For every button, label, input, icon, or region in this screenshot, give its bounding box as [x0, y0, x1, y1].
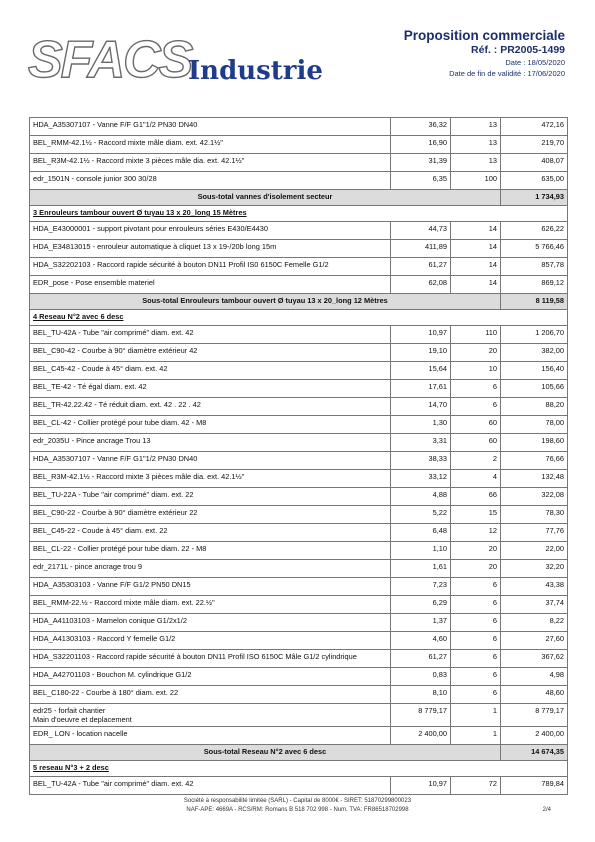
table-row	[30, 650, 568, 668]
item-total: 156,40	[501, 362, 568, 380]
item-unit-price: 38,33	[391, 452, 451, 470]
item-unit-price: 17,61	[391, 380, 451, 398]
item-quantity: 1	[451, 704, 501, 727]
item-quantity: 6	[451, 686, 501, 704]
item-quantity: 14	[451, 276, 501, 294]
subtotal-amount: 1 734,93	[501, 190, 568, 206]
table-row	[30, 398, 568, 416]
item-description: EDR_ LON - location nacelle	[30, 727, 391, 745]
item-quantity: 20	[451, 542, 501, 560]
item-unit-price: 62,08	[391, 276, 451, 294]
item-unit-price: 3,31	[391, 434, 451, 452]
item-unit-price: 5,22	[391, 506, 451, 524]
item-unit-price: 44,73	[391, 222, 451, 240]
item-unit-price: 16,90	[391, 136, 451, 154]
item-quantity: 4	[451, 470, 501, 488]
logo-sfacs-text: SFACS	[28, 31, 192, 89]
item-quantity: 14	[451, 258, 501, 276]
item-unit-price: 19,10	[391, 344, 451, 362]
item-total: 105,66	[501, 380, 568, 398]
item-description: HDA_A35303103 - Vanne F/F G1/2 PN50 DN15	[30, 578, 391, 596]
item-unit-price: 1,61	[391, 560, 451, 578]
item-unit-price: 10,97	[391, 777, 451, 795]
item-total: 5 766,46	[501, 240, 568, 258]
table-row	[30, 470, 568, 488]
table-row	[30, 506, 568, 524]
item-quantity: 110	[451, 326, 501, 344]
section-heading-row	[30, 206, 568, 222]
item-total: 408,07	[501, 154, 568, 172]
item-total: 367,62	[501, 650, 568, 668]
item-description: BEL_R3M-42.1½ - Raccord mixte 3 pièces mâle dia. ext. 42.1½"	[30, 470, 391, 488]
item-unit-price: 15,64	[391, 362, 451, 380]
item-unit-price: 61,27	[391, 650, 451, 668]
item-quantity: 2	[451, 452, 501, 470]
item-total: 198,60	[501, 434, 568, 452]
item-description: BEL_C180-22 - Courbe à 180° diam. ext. 22	[30, 686, 391, 704]
item-description: BEL_TE-42 - Té égal diam. ext. 42	[30, 380, 391, 398]
table-row	[30, 614, 568, 632]
subtotal-row	[30, 190, 568, 206]
item-total: 43,38	[501, 578, 568, 596]
item-total: 1 206,70	[501, 326, 568, 344]
table-row	[30, 668, 568, 686]
items-table-body	[30, 118, 568, 795]
document-date: Date : 18/05/2020	[505, 58, 565, 67]
table-row	[30, 777, 568, 795]
item-quantity: 6	[451, 596, 501, 614]
table-row	[30, 136, 568, 154]
item-total: 48,60	[501, 686, 568, 704]
table-row	[30, 578, 568, 596]
table-row	[30, 524, 568, 542]
item-total: 76,66	[501, 452, 568, 470]
item-total: 635,00	[501, 172, 568, 190]
subtotal-label: Sous-total vannes d'isolement secteur	[30, 190, 501, 206]
item-total: 219,70	[501, 136, 568, 154]
item-total: 4,98	[501, 668, 568, 686]
item-unit-price: 14,70	[391, 398, 451, 416]
item-description: BEL_C90-22 - Courbe à 90° diamètre extérieur 22	[30, 506, 391, 524]
item-quantity: 6	[451, 614, 501, 632]
item-quantity: 20	[451, 344, 501, 362]
item-description: BEL_R3M-42.1½ - Raccord mixte 3 pièces mâle dia. ext. 42.1½"	[30, 154, 391, 172]
item-unit-price: 4,88	[391, 488, 451, 506]
item-description: BEL_C45-42 - Coude à 45° diam. ext. 42	[30, 362, 391, 380]
item-description: BEL_TU-42A - Tube "air comprimé" diam. ext. 42	[30, 326, 391, 344]
item-description: HDA_E34813015 - enrouleur automatique à cliquet 13 x 19-/20b long 15m	[30, 240, 391, 258]
item-unit-price: 33,12	[391, 470, 451, 488]
item-description: HDA_S32201103 - Raccord rapide sécurité à bouton DN11 Profil ISO 6150C Mâle G1/2 cylindrique	[30, 650, 391, 668]
company-logo	[28, 31, 323, 94]
page-number: 2/4	[542, 807, 551, 813]
section-heading-row	[30, 761, 568, 777]
item-total: 789,84	[501, 777, 568, 795]
logo-industrie-text: Industrie	[188, 56, 323, 86]
footer-legal-line-1: Société à responsabilité limitée (SARL) - Capital de 8000€ - SIRET: 51870299800023	[183, 798, 412, 804]
item-total: 857,78	[501, 258, 568, 276]
item-total: 32,20	[501, 560, 568, 578]
item-quantity: 6	[451, 578, 501, 596]
item-quantity: 6	[451, 398, 501, 416]
table-row	[30, 542, 568, 560]
item-unit-price: 8 779,17	[391, 704, 451, 727]
document-reference: Réf. : PR2005-1499	[471, 44, 565, 56]
item-total: 8,22	[501, 614, 568, 632]
item-unit-price: 6,35	[391, 172, 451, 190]
page-footer	[0, 797, 595, 815]
item-description: HDA_A42701103 - Bouchon M. cylindrique G1/2	[30, 668, 391, 686]
item-description: edr25 - forfait chantier Main d'oeuvre et deplacement	[30, 704, 391, 727]
item-description: HDA_E43000001 - support pivotant pour enrouleurs séries E430/E4430	[30, 222, 391, 240]
item-total: 626,22	[501, 222, 568, 240]
item-unit-price: 10,97	[391, 326, 451, 344]
item-total: 77,76	[501, 524, 568, 542]
table-row	[30, 416, 568, 434]
table-row	[30, 727, 568, 745]
item-unit-price: 61,27	[391, 258, 451, 276]
table-row	[30, 632, 568, 650]
item-unit-price: 411,89	[391, 240, 451, 258]
item-total: 22,00	[501, 542, 568, 560]
page-header	[0, 0, 595, 110]
item-quantity: 1	[451, 727, 501, 745]
item-unit-price: 8,10	[391, 686, 451, 704]
table-row	[30, 452, 568, 470]
item-total: 132,48	[501, 470, 568, 488]
item-description: BEL_CL-22 - Collier protégé pour tube diam. 22 - M8	[30, 542, 391, 560]
item-quantity: 14	[451, 222, 501, 240]
section-heading-row	[30, 310, 568, 326]
item-quantity: 72	[451, 777, 501, 795]
table-row	[30, 434, 568, 452]
subtotal-row	[30, 745, 568, 761]
item-quantity: 100	[451, 172, 501, 190]
item-total: 37,74	[501, 596, 568, 614]
item-total: 27,60	[501, 632, 568, 650]
item-total: 472,16	[501, 118, 568, 136]
item-total: 2 400,00	[501, 727, 568, 745]
item-quantity: 12	[451, 524, 501, 542]
document-info	[404, 28, 565, 78]
subtotal-amount: 14 674,35	[501, 745, 568, 761]
item-quantity: 13	[451, 118, 501, 136]
item-description: BEL_RMM-42.1½ - Raccord mixte mâle diam. ext. 42.1½"	[30, 136, 391, 154]
item-description: BEL_TU-42A - Tube "air comprimé" diam. ext. 42	[30, 777, 391, 795]
item-unit-price: 2 400,00	[391, 727, 451, 745]
item-unit-price: 6,29	[391, 596, 451, 614]
footer-legal-line-2: NAF-APE: 4669A - RCS/RM: Romans B 518 702 998 - Num. TVA: FR86518702998	[186, 807, 409, 813]
table-row	[30, 704, 568, 727]
item-quantity: 13	[451, 154, 501, 172]
item-quantity: 60	[451, 416, 501, 434]
item-unit-price: 1,37	[391, 614, 451, 632]
table-row	[30, 240, 568, 258]
item-unit-price: 7,23	[391, 578, 451, 596]
item-quantity: 6	[451, 380, 501, 398]
table-row	[30, 172, 568, 190]
item-total: 869,12	[501, 276, 568, 294]
table-row	[30, 362, 568, 380]
item-description: EDR_pose - Pose ensemble materiel	[30, 276, 391, 294]
table-row	[30, 488, 568, 506]
table-row	[30, 326, 568, 344]
item-quantity: 20	[451, 560, 501, 578]
item-total: 322,08	[501, 488, 568, 506]
document-title: Proposition commerciale	[403, 28, 565, 43]
item-quantity: 6	[451, 650, 501, 668]
table-row	[30, 118, 568, 136]
subtotal-amount: 8 119,58	[501, 294, 568, 310]
item-total: 382,00	[501, 344, 568, 362]
item-description: HDA_S32202103 - Raccord rapide sécurité à bouton DN11 Profil IS0 6150C Femelle G1/2	[30, 258, 391, 276]
table-row	[30, 154, 568, 172]
item-quantity: 15	[451, 506, 501, 524]
item-description: HDA_A35307107 - Vanne F/F G1"1/2 PN30 DN40	[30, 118, 391, 136]
item-unit-price: 6,48	[391, 524, 451, 542]
item-description: edr_2035U - Pince ancrage Trou 13	[30, 434, 391, 452]
section-heading: 4 Reseau N°2 avec 6 desc	[30, 310, 568, 326]
item-quantity: 66	[451, 488, 501, 506]
item-total: 78,30	[501, 506, 568, 524]
subtotal-label: Sous-total Reseau N°2 avec 6 desc	[30, 745, 501, 761]
subtotal-label: Sous-total Enrouleurs tambour ouvert Ø tuyau 13 x 20_long 12 Mètres	[30, 294, 501, 310]
table-row	[30, 596, 568, 614]
item-total: 8 779,17	[501, 704, 568, 727]
item-quantity: 13	[451, 136, 501, 154]
item-description: HDA_A35307107 - Vanne F/F G1"1/2 PN30 DN40	[30, 452, 391, 470]
table-row	[30, 222, 568, 240]
item-quantity: 6	[451, 632, 501, 650]
section-heading: 5 reseau N°3 + 2 desc	[30, 761, 568, 777]
item-unit-price: 1,10	[391, 542, 451, 560]
item-description: BEL_TR-42.22.42 - Té réduit diam. ext. 42 . 22 . 42	[30, 398, 391, 416]
item-total: 88,20	[501, 398, 568, 416]
subtotal-row	[30, 294, 568, 310]
item-description: BEL_C45-22 - Coude à 45° diam. ext. 22	[30, 524, 391, 542]
item-total: 78,00	[501, 416, 568, 434]
item-description: BEL_RMM-22.½ - Raccord mixte mâle diam. ext. 22.½"	[30, 596, 391, 614]
item-unit-price: 4,60	[391, 632, 451, 650]
section-heading: 3 Enrouleurs tambour ouvert Ø tuyau 13 x 20_long 15 Mètres	[30, 206, 568, 222]
item-unit-price: 0,83	[391, 668, 451, 686]
item-description: HDA_A41303103 - Raccord Y femelle G1/2	[30, 632, 391, 650]
item-quantity: 14	[451, 240, 501, 258]
item-unit-price: 36,32	[391, 118, 451, 136]
item-description: BEL_TU-22A - Tube "air comprimé" diam. ext. 22	[30, 488, 391, 506]
item-unit-price: 1,30	[391, 416, 451, 434]
item-description: BEL_CL-42 - Collier protégé pour tube diam. 42 - M8	[30, 416, 391, 434]
table-row	[30, 258, 568, 276]
table-row	[30, 344, 568, 362]
document-validity-date: Date de fin de validité : 17/06/2020	[449, 69, 565, 78]
item-quantity: 60	[451, 434, 501, 452]
item-description: BEL_C90-42 - Courbe à 90° diamètre extérieur 42	[30, 344, 391, 362]
table-row	[30, 276, 568, 294]
item-description: edr_2171L - pince ancrage trou 9	[30, 560, 391, 578]
table-row	[30, 560, 568, 578]
table-row	[30, 686, 568, 704]
item-quantity: 6	[451, 668, 501, 686]
item-unit-price: 31,39	[391, 154, 451, 172]
item-description: edr_1501N - console junior 300 30/28	[30, 172, 391, 190]
table-row	[30, 380, 568, 398]
item-description: HDA_A41103103 - Mamelon conique G1/2x1/2	[30, 614, 391, 632]
items-table	[29, 117, 568, 795]
item-quantity: 10	[451, 362, 501, 380]
